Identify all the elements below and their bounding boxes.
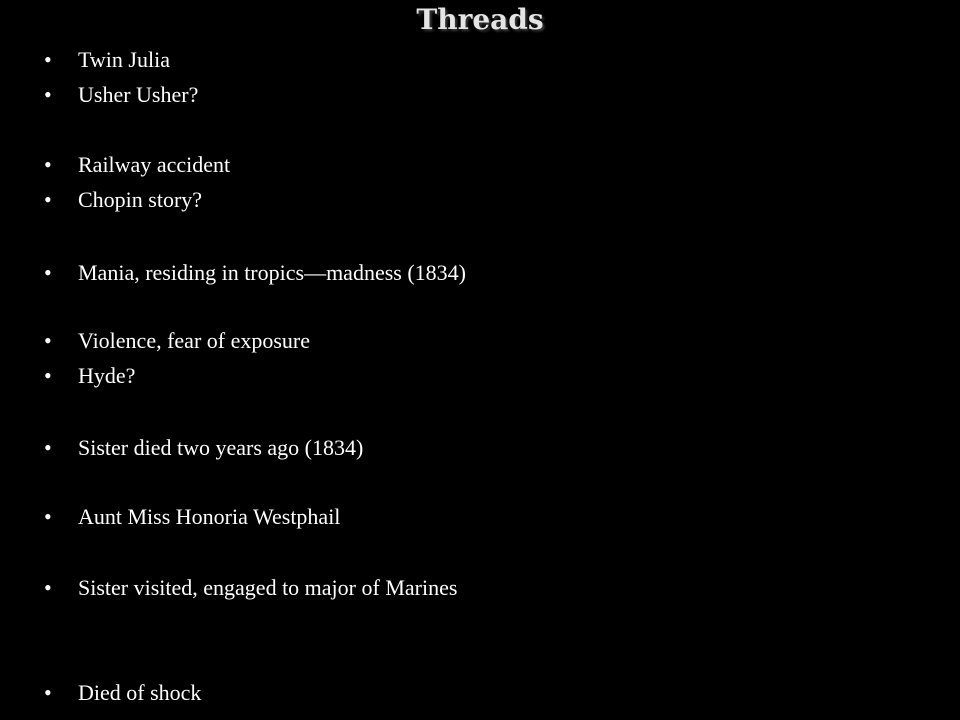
list-item	[44, 324, 310, 358]
list-item	[44, 43, 170, 77]
bullet-icon: •	[44, 47, 52, 72]
list-item	[44, 78, 198, 112]
list-item	[44, 571, 457, 605]
list-item-text: Violence, fear of exposure	[78, 328, 311, 353]
bullet-icon: •	[44, 187, 52, 212]
bullet-icon: •	[44, 152, 52, 177]
list-item	[44, 431, 363, 465]
list-item	[44, 256, 466, 290]
bullet-icon: •	[44, 328, 52, 353]
list-item	[44, 183, 202, 217]
list-item-text: Died of shock	[78, 680, 202, 705]
bullet-icon: •	[44, 575, 52, 600]
list-item-text: Hyde?	[78, 363, 136, 388]
list-item-text: Chopin story?	[78, 187, 203, 212]
bullet-icon: •	[44, 363, 52, 388]
list-item-text: Twin Julia	[78, 47, 170, 72]
list-item-text: Railway accident	[78, 152, 231, 177]
list-item-text: Mania, residing in tropics—madness (1834)	[78, 260, 466, 285]
bullet-icon: •	[44, 435, 52, 460]
list-item	[44, 359, 135, 393]
bullet-icon: •	[44, 82, 52, 107]
list-item	[44, 500, 340, 534]
bullet-icon: •	[44, 680, 52, 705]
slide-title: Threads	[416, 3, 544, 36]
list-item	[44, 676, 201, 710]
list-item-text: Sister visited, engaged to major of Marines	[78, 575, 458, 600]
bullet-icon: •	[44, 260, 52, 285]
list-item-text: Sister died two years ago (1834)	[78, 435, 364, 460]
bullet-icon: •	[44, 504, 52, 529]
list-item-text: Aunt Miss Honoria Westphail	[78, 504, 341, 529]
list-item-text: Usher Usher?	[78, 82, 199, 107]
list-item	[44, 148, 230, 182]
